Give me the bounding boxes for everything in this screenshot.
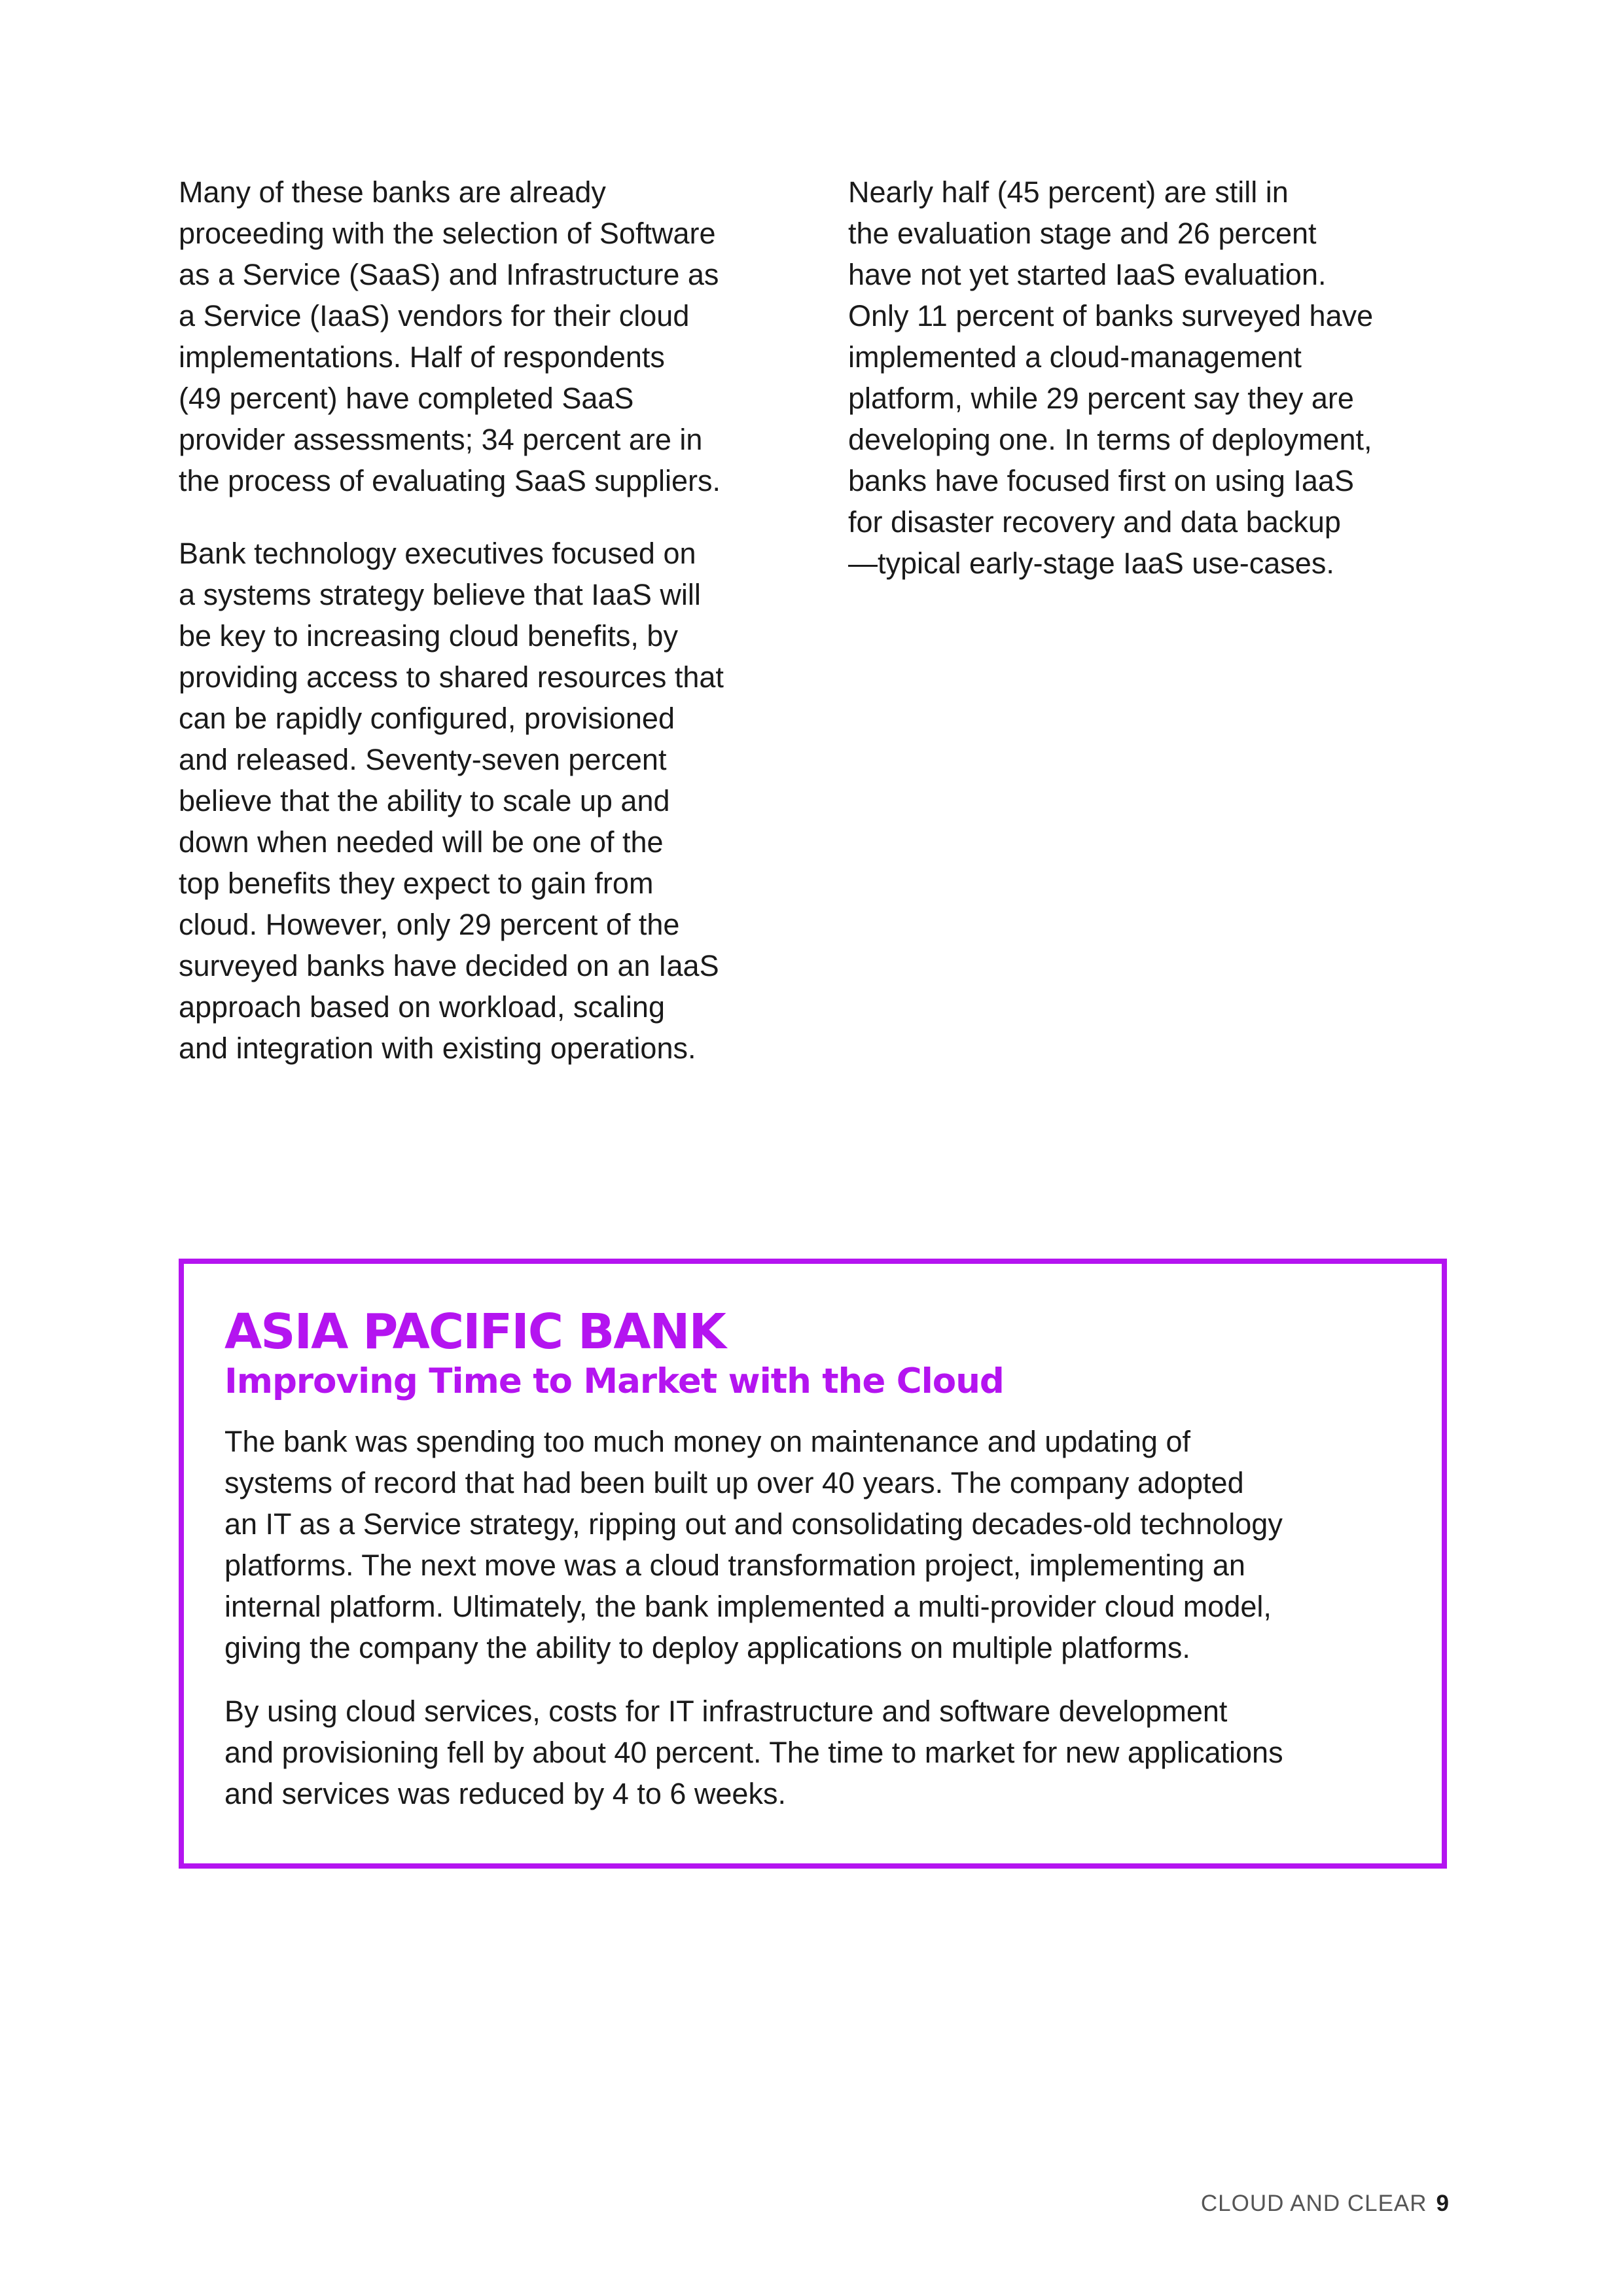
case-study-subtitle: Improving Time to Market with the Cloud <box>224 1361 1004 1401</box>
publication-title: CLOUD AND CLEAR <box>1200 2191 1427 2216</box>
right-column <box>848 171 1463 615</box>
left-column <box>179 171 794 1100</box>
case-study-title: ASIA PACIFIC BANK <box>224 1304 725 1360</box>
body-paragraph: Bank technology executives focused on a systems strategy believe that IaaS will be key to increasing cloud benefits, by providing access to shared resources that can be rapidly configured, provisioned and released. Seventy-seven percent believe that the ability to scale up and down when needed will be one of the top benefits they expect to gain from cloud. However, only 29 percent of the surveyed banks have decided on an IaaS approach based on workload, scaling and integration with existing operations. <box>179 537 724 1065</box>
case-study-box <box>179 1259 1447 1869</box>
case-study-content <box>224 1304 1401 1837</box>
page-number: 9 <box>1436 2191 1450 2216</box>
page-footer <box>1201 2190 1450 2217</box>
case-study-paragraph: The bank was spending too much money on maintenance and updating of systems of record that had been built up over 40 years. The company adopted an IT as a Service strategy, ripping out and consolidating decades-old technology platforms. The next move was a cloud transformation project, implementing an internal platform. Ultimately, the bank implemented a multi-provider cloud model, giving the company the ability to deploy applications on multiple platforms. <box>224 1425 1283 1664</box>
body-paragraph: Nearly half (45 percent) are still in the evaluation stage and 26 percent have not yet started IaaS evaluation. Only 11 percent of banks surveyed have implemented a cloud-management platform, while 29 percent say they are developing one. In terms of deployment, banks have focused first on using IaaS for disaster recovery and data backup —typical early-stage IaaS use-cases. <box>848 175 1374 580</box>
body-paragraph: Many of these banks are already proceeding with the selection of Software as a Service (SaaS) and Infrastructure as a Service (IaaS) vendors for their cloud implementations. Half of respondents (49 percent) have completed SaaS provider assessments; 34 percent are in the process of evaluating SaaS suppliers. <box>179 175 721 497</box>
case-study-paragraph: By using cloud services, costs for IT infrastructure and software development and provisioning fell by about 40 percent. The time to market for new applications and services was reduced by 4 to 6 weeks. <box>224 1695 1283 1810</box>
